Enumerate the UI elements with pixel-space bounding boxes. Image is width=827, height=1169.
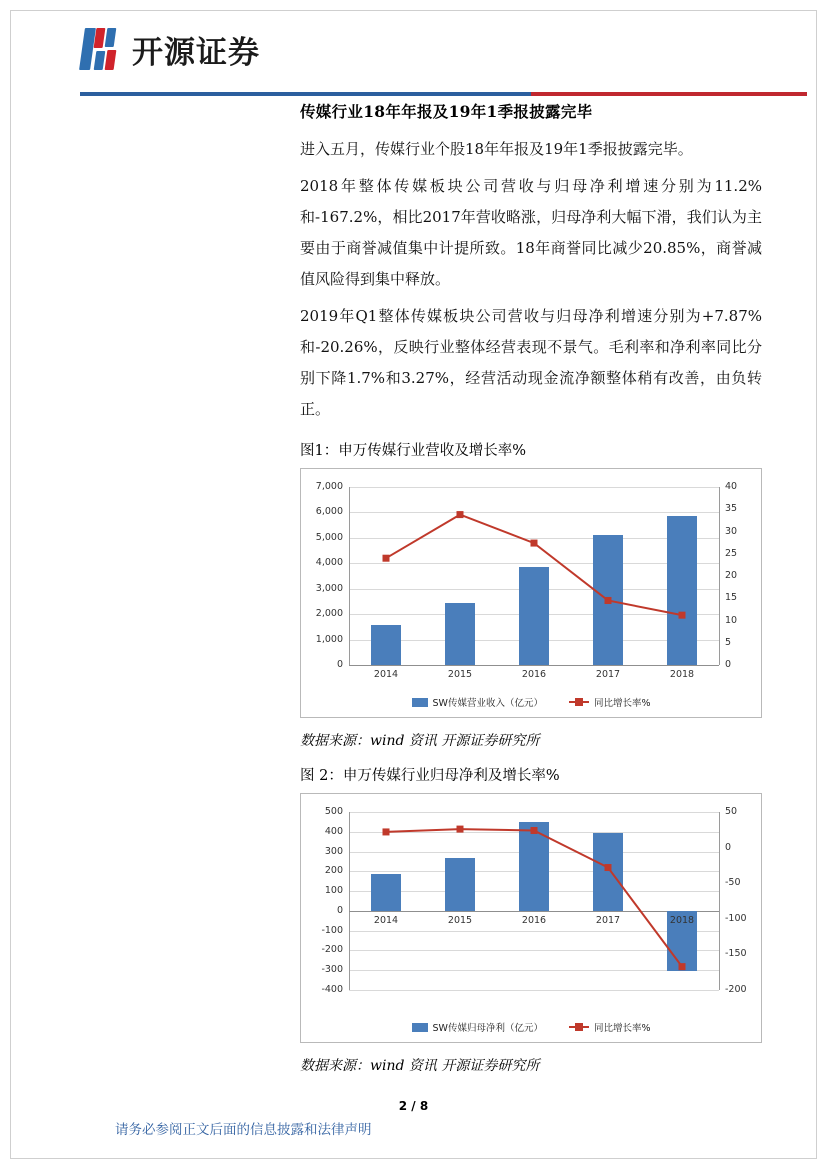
document-header	[50, 18, 777, 88]
paragraph-3: 2019年Q1整体传媒板块公司营收与归母净利增速分别为+7.87%和-20.26%，反映行业整体经营表现不景气。毛利率和净利率同比分别下降1.7%和3.27%，经营活动现金流净额整体稍有改善，由负转正。	[300, 307, 762, 418]
y-axis-right-tick: -50	[725, 877, 741, 889]
figure-2-chart	[300, 793, 762, 1043]
y-axis-right-tick: 50	[725, 806, 738, 817]
chart-legend	[301, 695, 761, 709]
company-logo	[80, 26, 260, 72]
y-axis-right-tick: -200	[725, 984, 747, 995]
x-axis-tick: 2018	[669, 669, 695, 680]
legend-label: 同比增长率%	[593, 1023, 651, 1034]
y-axis-left-tick: 3,000	[315, 582, 343, 594]
y-axis-right-tick: 20	[725, 570, 738, 581]
legend-swatch-icon	[569, 701, 589, 703]
y-axis-right-tick: 0	[725, 659, 732, 670]
legend-item-line	[569, 1020, 651, 1034]
x-axis-tick: 2016	[521, 914, 547, 926]
y-axis-left-tick: 500	[324, 806, 343, 817]
x-axis-tick: 2017	[595, 914, 621, 926]
y-axis-left-tick: 1,000	[315, 633, 343, 645]
kaiyuan-securities-logo-icon	[80, 26, 122, 72]
y-axis-right-tick: 25	[725, 547, 738, 559]
line-series	[301, 794, 761, 1042]
header-divider	[80, 92, 807, 96]
line-series	[301, 469, 761, 717]
y-axis-right-tick: 30	[725, 525, 738, 537]
y-axis-right-tick: 5	[725, 636, 732, 648]
legend-label: SW传媒归母净利（亿元）	[432, 1023, 543, 1034]
figure-1-source: 数据来源：wind 资讯 开源证券研究所	[300, 733, 540, 749]
paragraph-2: 2018年整体传媒板块公司营收与归母净利增速分别为11.2%和-167.2%，相比2017年营收略涨，归母净利大幅下滑，我们认为主要由于商誉减值集中计提所致。18年商誉同比减少20.85%，商誉减值风险得到集中释放。	[300, 177, 762, 288]
y-axis-left-tick: 200	[324, 865, 343, 877]
figure-2-source: 数据来源：wind 资讯 开源证券研究所	[300, 1058, 540, 1074]
footer-disclaimer: 请务必参阅正文后面的信息披露和法律声明	[115, 1122, 372, 1138]
section-title: 传媒行业18年年报及19年1季报披露完毕	[300, 102, 593, 121]
x-axis-tick: 2015	[447, 914, 473, 926]
y-axis-right-tick: 15	[725, 592, 738, 604]
y-axis-left-tick: 2,000	[315, 608, 343, 620]
legend-item-bar	[412, 1020, 543, 1034]
y-axis-left-tick: 6,000	[315, 506, 343, 518]
legend-swatch-icon	[412, 1023, 428, 1032]
y-axis-right-tick: 0	[725, 841, 732, 853]
y-axis-left-tick: 100	[324, 885, 343, 897]
x-axis-tick: 2016	[521, 669, 547, 680]
x-axis-tick: 2017	[595, 669, 621, 680]
legend-item-bar	[412, 695, 543, 709]
y-axis-left-tick: 5,000	[315, 531, 343, 543]
x-axis-tick: 2018	[669, 914, 695, 926]
y-axis-left-tick: -200	[321, 944, 343, 956]
legend-swatch-icon	[569, 1026, 589, 1028]
y-axis-left-tick: -400	[321, 984, 343, 995]
x-axis-tick: 2014	[373, 914, 399, 926]
legend-item-line	[569, 695, 651, 709]
y-axis-right-tick: 40	[725, 481, 738, 492]
legend-label: 同比增长率%	[593, 698, 651, 709]
chart-legend	[301, 1020, 761, 1034]
company-name: 开源证券	[132, 34, 260, 71]
x-axis-tick: 2015	[447, 669, 473, 680]
y-axis-left-tick: -100	[321, 924, 343, 936]
x-axis-tick: 2014	[373, 669, 399, 680]
y-axis-left-tick: -300	[321, 964, 343, 976]
figure-1-chart	[300, 468, 762, 718]
y-axis-right-tick: -100	[725, 912, 747, 924]
y-axis-right-tick: 35	[725, 503, 738, 515]
y-axis-left-tick: 4,000	[315, 557, 343, 569]
legend-swatch-icon	[412, 698, 428, 707]
figure-1-caption: 图1：申万传媒行业营收及增长率%	[300, 443, 527, 459]
page-number: 2 / 8	[398, 1099, 429, 1113]
y-axis-left-tick: 400	[324, 825, 343, 837]
paragraph-1: 进入五月，传媒行业个股18年年报及19年1季报披露完毕。	[300, 140, 693, 158]
y-axis-left-tick: 0	[336, 904, 343, 916]
main-content	[300, 100, 762, 1077]
y-axis-left-tick: 0	[336, 659, 343, 670]
y-axis-left-tick: 300	[324, 845, 343, 857]
legend-label: SW传媒营业收入（亿元）	[432, 698, 543, 709]
figure-2-caption: 图 2：申万传媒行业归母净利及增长率%	[300, 768, 560, 784]
y-axis-right-tick: -150	[725, 948, 747, 960]
y-axis-right-tick: 10	[725, 614, 738, 626]
y-axis-left-tick: 7,000	[315, 481, 343, 492]
